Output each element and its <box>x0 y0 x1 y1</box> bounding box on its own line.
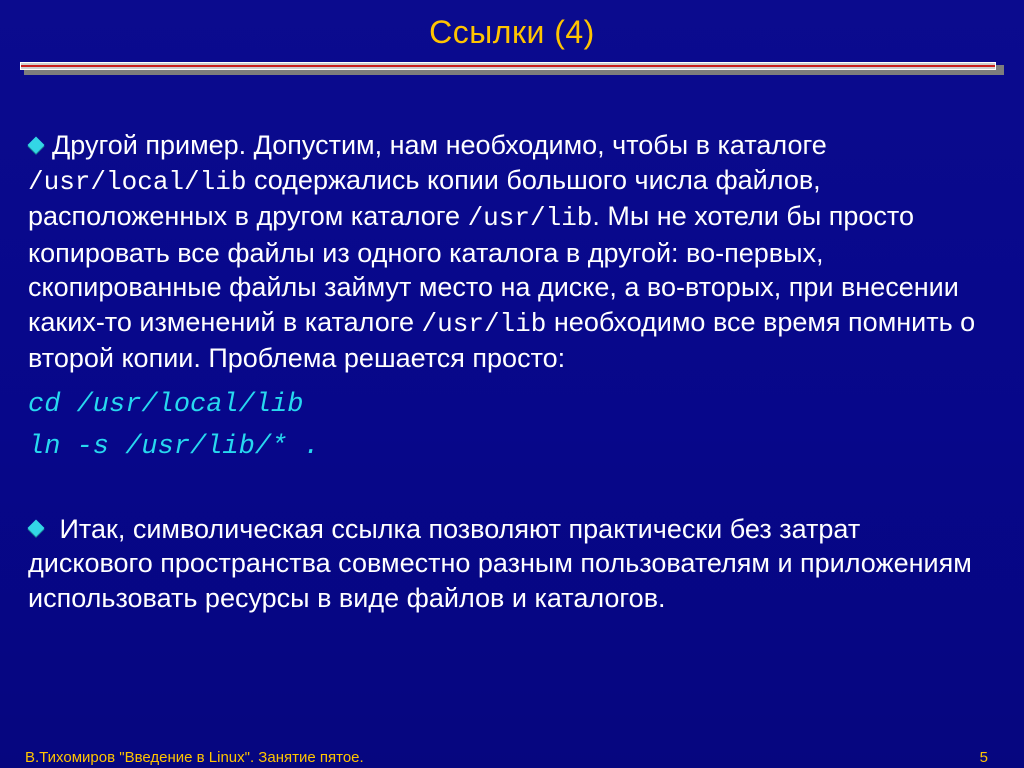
footer-credit: В.Тихомиров "Введение в Linux". Занятие пятое. <box>25 749 364 766</box>
diamond-bullet-icon <box>28 136 45 153</box>
code-line-ln: ln -s /usr/lib/* . <box>28 431 320 462</box>
paragraph-2 <box>28 512 988 616</box>
path-usr-local-lib: /usr/local/lib <box>28 166 247 197</box>
paragraph-1-text-a: Другой пример. Допустим, нам необходимо, чтобы в каталоге <box>52 130 827 160</box>
page-number: 5 <box>979 749 988 766</box>
paragraph-1-text-b: содержались копии большого числа файлов, расположенных в другом каталоге <box>28 164 821 231</box>
code-block <box>28 384 988 468</box>
slide-content <box>28 128 988 615</box>
title-divider <box>20 62 1004 76</box>
paragraph-1 <box>28 128 988 376</box>
divider-red-line <box>21 65 995 67</box>
paragraph-1-text-d: необходимо все время помнить о второй копии. Проблема решается просто: <box>28 306 976 373</box>
divider-bar <box>20 62 996 70</box>
paragraph-1-text-c: . Мы не хотели бы просто копировать все файлы из одного каталога в другой: во-первых, скопированные файлы займут место на диске, а во-вторых, при внесении каких-то изменений в каталоге <box>28 201 959 337</box>
slide-title: Ссылки (4) <box>429 14 595 50</box>
path-usr-lib: /usr/lib <box>467 203 593 233</box>
diamond-bullet-icon <box>28 520 45 537</box>
code-line-cd: cd /usr/local/lib <box>28 389 304 420</box>
paragraph-2-text: Итак, символическая ссылка позволяют практически без затрат дискового пространства совместно разным пользователям и приложениям использовать ресурсы в виде файлов и каталогов. <box>28 513 972 613</box>
path-usr-lib-2: /usr/lib <box>421 308 547 339</box>
